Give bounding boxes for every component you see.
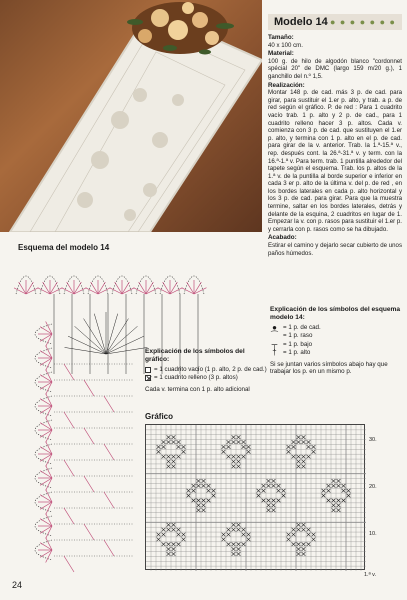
spec-label: Realización: — [268, 81, 305, 89]
pattern-instructions — [268, 34, 402, 257]
double-crochet-icon: † — [272, 348, 277, 358]
spec-section — [268, 234, 402, 257]
legend-single: ┬ = 1 p. bajo — [271, 339, 313, 349]
legend-slip: ⁀ = 1 p. raso — [271, 331, 313, 341]
start-row-label: 1.ª v. — [364, 572, 377, 578]
filet-chart-grid — [145, 424, 365, 570]
decorative-dots: ● ● ● ● ● ● ● — [329, 17, 396, 27]
legend-note: Si se juntan varios símbolos abajo hay que trabajar los p. en un mismo p. — [270, 360, 388, 375]
runner-photo — [0, 0, 262, 232]
spec-section — [268, 34, 402, 49]
legend-double: † = 1 p. alto — [270, 349, 402, 357]
page-number: 24 — [12, 580, 23, 590]
legend-chain: ● = 1 p. de cad. — [270, 324, 402, 332]
legend-filled-square: = 1 cuadrito relleno (3 p. altos) — [145, 374, 270, 382]
spec-section — [268, 82, 402, 234]
spec-label: Tamaño: — [268, 34, 294, 41]
chain-icon: ● — [272, 323, 277, 332]
legend-note: Cada v. termina con 1 p. alto adicional — [145, 386, 250, 393]
row-label-20: 20. — [369, 484, 377, 490]
row-label-10: 10. — [369, 531, 377, 537]
spec-text: 40 x 100 cm. — [268, 41, 303, 49]
spec-text: Montar 148 p. de cad. más 3 p. de cad. para girar, para sustituir el 1.er p. alto, y trab. a p. de red según el gráfico. P. de red : Para 1 cuadrito vacío trab. 1 p. alto y 2 p. de cad., para 1 cuadrito relleno hacer 3 p. altos. Cada v. comienza con 3 p. de cad. que sustituyen el 1.er p. alto, y termina con 1 p. alto en el p. de cad. para girar de la v. anterior. Trab. la 1.ª-15.ª v., rep. después cont. la 26.ª-31.ª v. y term. con la 16.ª-1.ª v. Para term. trab. 1 puntilla alrededor del tapete según el esquema. Trab. los p. altos de la 1.ª v. de la puntilla al borde superior e inferior en cada 3 er p. alto de la última v. del p. de red , en los bordes laterales en cada p. alto horizontal y los 3 p. de cad. para girar. Para que la muestra termine, saltar en los bordes laterales, detrás y delante de la esquina, 2 cuadritos en lugar de 1. Empezar la v. con p. rasos para sustituir el 1.er p. y cerrarla con p. rasos como se ha dibujado. — [268, 89, 402, 233]
spec-text: 100 g. de hilo de algodón blanco "cordonnet spécial 20" de DMC (largo 159 m/20 g.), 1 ganchillo del n.º 1,5. — [268, 57, 402, 80]
empty-square-icon — [145, 367, 151, 373]
spec-label: Material: — [268, 50, 294, 58]
chart-title: Gráfico — [145, 412, 174, 421]
filled-square-icon — [145, 375, 151, 381]
single-crochet-icon: ┬ — [271, 339, 278, 349]
chart-legend: Explicación de los símbolos del gráfico: = 1 cuadrito vacío (1 p. alto, 2 p. de cad.) = 1 cuadrito relleno (3 p. altos) Cada v. termina con 1 p. alto adicional — [145, 348, 270, 394]
model-title: Modelo 14 ● ● ● ● ● ● ● — [268, 14, 402, 30]
spec-section — [268, 50, 402, 80]
spec-label: Acabado: — [268, 234, 297, 242]
slip-stitch-icon: ⁀ — [271, 331, 278, 341]
schema-title: Esquema del modelo 14 — [18, 243, 110, 252]
row-label-30: 30. — [369, 437, 377, 443]
spec-text: Estirar el camino y dejarlo secar cubierto de unos paños húmedos. — [268, 242, 402, 257]
instructions-column — [268, 14, 402, 258]
legend-empty-square: = 1 cuadrito vacío (1 p. alto, 2 p. de cad.) — [145, 366, 270, 374]
schema-legend: Explicación de los símbolos del esquema modelo 14: ● = 1 p. de cad. ⁀ = 1 p. raso ┬ = 1 p. bajo † = 1 p. alto Si se juntan varios símbolos abajo hay que trabajar los p. en un mismo p. — [270, 306, 401, 375]
